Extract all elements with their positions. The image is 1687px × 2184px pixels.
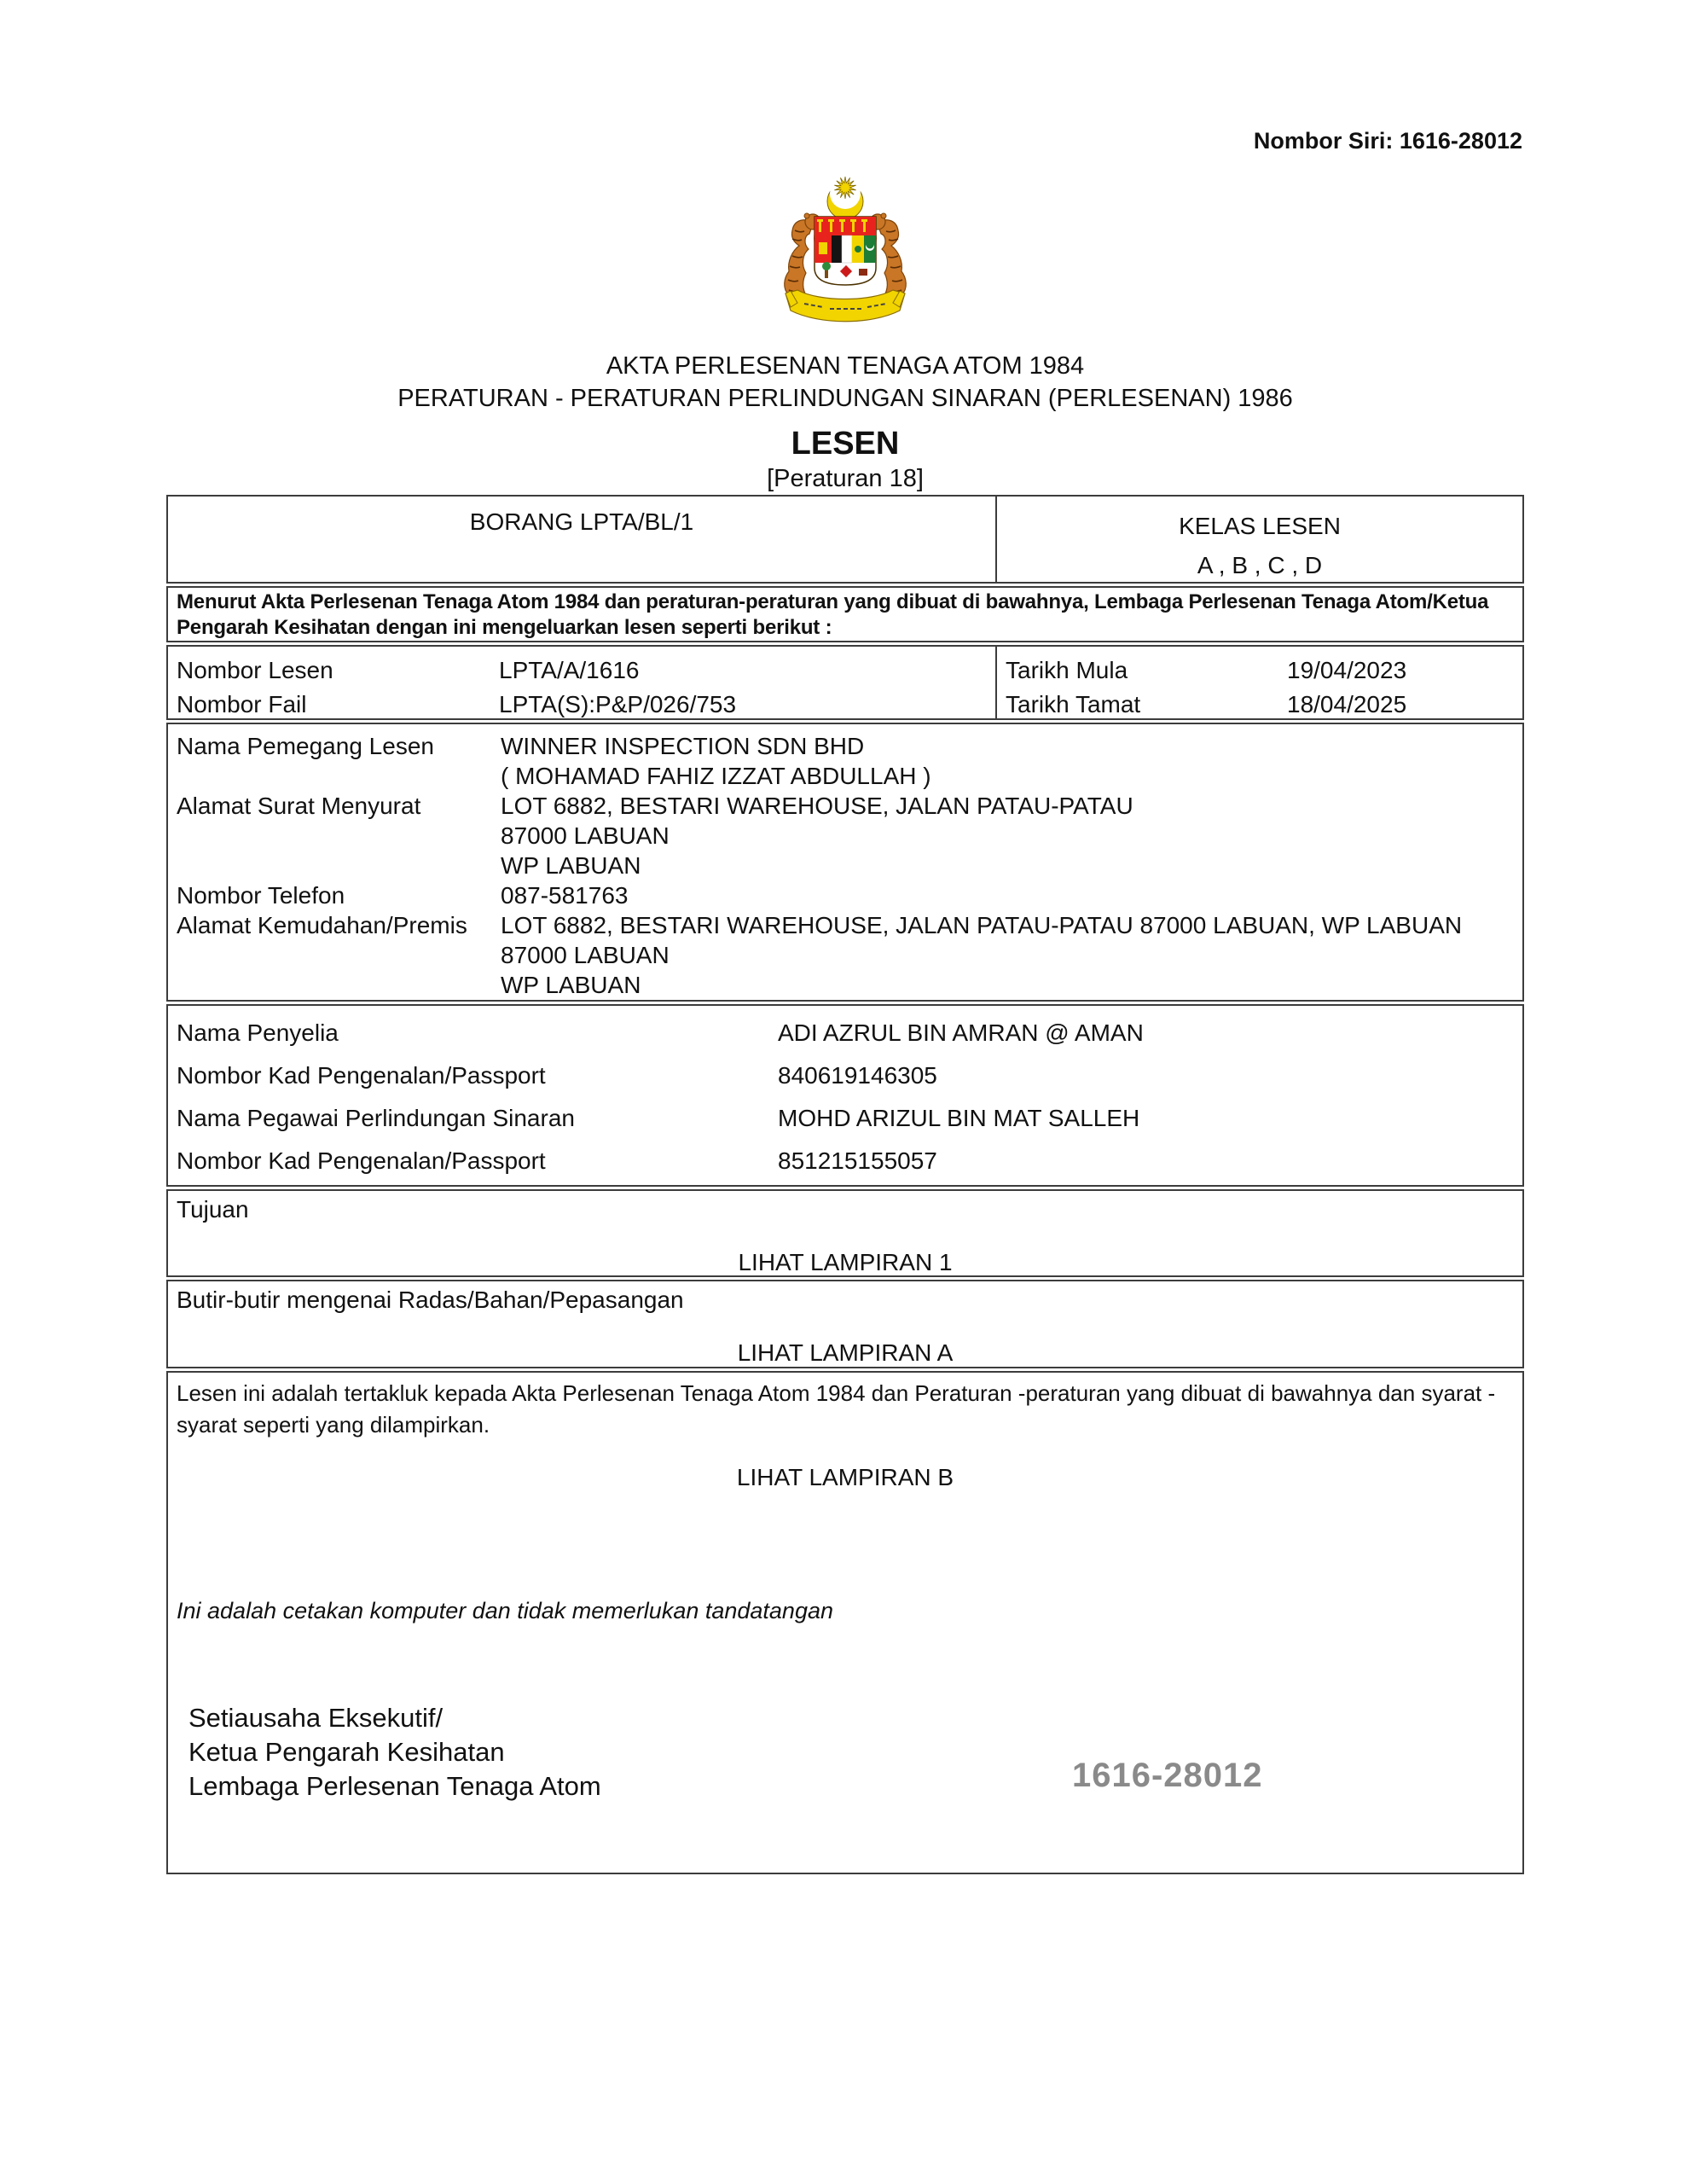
nombor-fail-label: Nombor Fail [177, 691, 307, 717]
act-title-line1: AKTA PERLESENAN TENAGA ATOM 1984 [606, 352, 1085, 380]
license-dates-cell [997, 647, 1522, 718]
holder-name-label: Nama Pemegang Lesen [177, 733, 434, 759]
section-purpose [166, 1189, 1524, 1277]
phone-label: Nombor Telefon [177, 882, 345, 909]
supervisor-ic-value: 840619146305 [778, 1062, 937, 1089]
supervisor-ic-label: Nombor Kad Pengenalan/Passport [177, 1062, 546, 1089]
signature-line2: Ketua Pengarah Kesihatan [188, 1737, 505, 1767]
license-form-table [166, 495, 1524, 1874]
kelas-lesen-label: KELAS LESEN [1179, 513, 1341, 539]
table-row [177, 970, 1522, 1000]
holder-name-value: WINNER INSPECTION SDN BHD [501, 733, 865, 759]
table-row [177, 1144, 1522, 1187]
table-row [1006, 688, 1522, 722]
table-row [177, 731, 1522, 761]
act-title-line2: PERATURAN - PERATURAN PERLINDUNGAN SINARAN (PERLESENAN) 1986 [397, 385, 1293, 412]
mailing-address-label: Alamat Surat Menyurat [177, 793, 421, 819]
blank-label [177, 970, 501, 1000]
butir-label: Butir-butir mengenai Radas/Bahan/Pepasangan [177, 1287, 684, 1313]
premises-address-line1: LOT 6882, BESTARI WAREHOUSE, JALAN PATAU-PATAU 87000 LABUAN, WP LABUAN [501, 912, 1463, 938]
table-row [1006, 653, 1522, 688]
section-terms-signature [166, 1371, 1524, 1874]
tarikh-tamat-value: 18/04/2025 [1287, 691, 1407, 717]
section-license-holder [166, 723, 1524, 1002]
table-row [177, 1059, 1522, 1101]
tarikh-tamat-label: Tarikh Tamat [1006, 691, 1141, 717]
document-header [166, 350, 1524, 493]
nombor-lesen-label: Nombor Lesen [177, 657, 333, 683]
kelas-lesen-value: A , B , C , D [1197, 552, 1323, 578]
table-row [177, 880, 1522, 910]
mailing-address-line3: WP LABUAN [501, 852, 641, 879]
kelas-lesen-cell [997, 497, 1522, 582]
premises-address-label: Alamat Kemudahan/Premis [177, 912, 467, 938]
table-row [177, 851, 1522, 880]
terms-statement: Lesen ini adalah tertakluk kepada Akta Perlesenan Tenaga Atom 1984 dan Peraturan -peraturan yang dibuat di bawahnya dan syarat - syarat seperti yang dilampirkan. [177, 1380, 1496, 1438]
regulation-reference: [Peraturan 18] [767, 465, 924, 492]
phone-value: 087-581763 [501, 882, 629, 909]
table-row [177, 1016, 1522, 1059]
mailing-address-line1: LOT 6882, BESTARI WAREHOUSE, JALAN PATAU-PATAU [501, 793, 1133, 819]
premises-address-line3: WP LABUAN [501, 972, 641, 998]
section-officers [166, 1004, 1524, 1187]
premises-address-line2: 87000 LABUAN [501, 942, 670, 968]
table-row [177, 653, 995, 688]
serial-watermark: 1616-28012 [1072, 1757, 1263, 1794]
section-issuance-statement [166, 586, 1524, 642]
blank-label [177, 851, 501, 880]
tujuan-label: Tujuan [177, 1196, 249, 1223]
rpo-ic-label: Nombor Kad Pengenalan/Passport [177, 1147, 546, 1174]
document-content [166, 0, 1524, 2184]
table-row [177, 910, 1522, 940]
malaysia-coat-of-arms [760, 167, 930, 329]
table-row [177, 791, 1522, 821]
table-row [177, 1101, 1522, 1144]
motto-banner-icon [786, 290, 905, 322]
tarikh-mula-label: Tarikh Mula [1006, 657, 1128, 683]
serial-number-header: Nombor Siri: 1616-28012 [1253, 128, 1522, 154]
table-row [177, 761, 1522, 791]
shield-icon [815, 217, 876, 285]
nombor-fail-value: LPTA(S):P&P/026/753 [499, 691, 737, 717]
section-form-class [166, 495, 1524, 584]
signature-line3: Lembaga Perlesenan Tenaga Atom [188, 1771, 601, 1801]
tarikh-mula-value: 19/04/2023 [1287, 657, 1407, 683]
blank-label [177, 821, 501, 851]
blank-label [177, 940, 501, 970]
section-license-numbers [166, 645, 1524, 720]
nombor-lesen-value: LPTA/A/1616 [499, 657, 640, 683]
tujuan-value: LIHAT LAMPIRAN 1 [738, 1249, 953, 1275]
mailing-address-line2: 87000 LABUAN [501, 822, 670, 849]
section-apparatus-details [166, 1280, 1524, 1368]
computer-print-note: Ini adalah cetakan komputer dan tidak memerlukan tandatangan [177, 1598, 834, 1623]
table-row [177, 821, 1522, 851]
signature-line1: Setiausaha Eksekutif/ [188, 1703, 443, 1733]
table-row [177, 688, 995, 722]
issuance-statement: Menurut Akta Perlesenan Tenaga Atom 1984 dan peraturan-peraturan yang dibuat di bawahnya, Lembaga Perlesenan Tenaga Atom/Ketua Pengarah Kesihatan dengan ini mengeluarkan lesen seperti berikut : [177, 590, 1489, 639]
butir-value: LIHAT LAMPIRAN A [737, 1339, 954, 1366]
rpo-ic-value: 851215155057 [778, 1147, 937, 1174]
supervisor-name-value: ADI AZRUL BIN AMRAN @ AMAN [778, 1019, 1144, 1046]
page-title: LESEN [791, 426, 900, 462]
signature-block [188, 1701, 1514, 1804]
borang-cell: BORANG LPTA/BL/1 [168, 497, 997, 582]
rpo-name-value: MOHD ARIZUL BIN MAT SALLEH [778, 1105, 1140, 1131]
blank-label [177, 761, 501, 791]
holder-person-value: ( MOHAMAD FAHIZ IZZAT ABDULLAH ) [501, 763, 931, 789]
terms-value: LIHAT LAMPIRAN B [736, 1464, 954, 1490]
supervisor-name-label: Nama Penyelia [177, 1019, 339, 1046]
rpo-name-label: Nama Pegawai Perlindungan Sinaran [177, 1105, 575, 1131]
license-number-cell [168, 647, 997, 718]
table-row [177, 940, 1522, 970]
